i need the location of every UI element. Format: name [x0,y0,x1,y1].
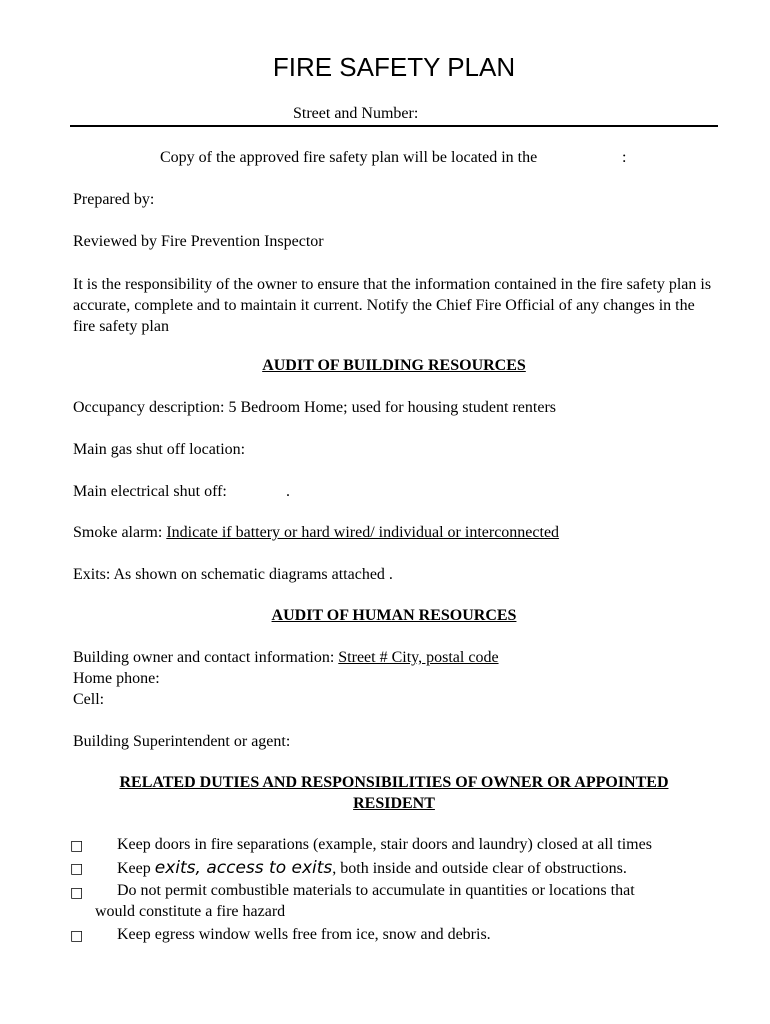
reviewed-by: Reviewed by Fire Prevention Inspector [73,233,324,250]
duty-item-2-emphasis: exits, access to exits [154,858,333,878]
prepared-by: Prepared by: [73,191,155,208]
home-phone: Home phone: [73,670,160,687]
human-resources-heading: AUDIT OF HUMAN RESOURCES [271,607,517,624]
duty-item-2 [117,858,627,878]
building-resources-heading: AUDIT OF BUILDING RESOURCES [262,357,526,374]
duties-heading-line2: RESIDENT [353,795,435,812]
electrical-shutoff-dot: . [286,483,290,500]
document-title: FIRE SAFETY PLAN [272,52,516,82]
owner-contact-label: Building owner and contact information: [73,649,339,666]
owner-contact [73,649,499,667]
duty-item-2-pre: Keep [117,860,155,877]
smoke-alarm-label: Smoke alarm: [73,524,167,541]
header-rule [70,125,718,127]
duty-item-2-post: , both inside and outside clear of obstructions. [332,860,627,877]
copy-location-text: Copy of the approved fire safety plan will be located in the [160,149,538,166]
duties-heading-line1: RELATED DUTIES AND RESPONSIBILITIES OF OWNER OR APPOINTED [119,774,669,791]
occupancy-description: Occupancy description: 5 Bedroom Home; used for housing student renters [73,399,556,416]
duty-item-1: Keep doors in fire separations (example, stair doors and laundry) closed at all times [117,836,652,853]
exits-text: Exits: As shown on schematic diagrams attached . [73,566,393,583]
responsibility-paragraph: It is the responsibility of the owner to ensure that the information contained in the fire safety plan is accurate, complete and to maintain it current. Notify the Chief Fire Official of any changes in the fire safety plan [73,276,712,335]
street-number-label: Street and Number: [293,105,419,122]
duty-item-4: Keep egress window wells free from ice, snow and debris. [117,926,491,943]
bullet-icon: □ [70,928,84,944]
copy-location-colon: : [622,149,627,166]
smoke-alarm-value: Indicate if battery or hard wired/ individual or interconnected [166,524,560,541]
smoke-alarm [73,524,559,542]
duty-item-3-line2: would constitute a fire hazard [95,903,286,920]
cell-phone: Cell: [73,691,105,708]
owner-contact-value: Street # City, postal code [338,649,499,666]
superintendent: Building Superintendent or agent: [73,733,291,750]
gas-shutoff: Main gas shut off location: [73,441,246,458]
bullet-icon: □ [70,885,84,901]
bullet-icon: □ [70,861,84,877]
electrical-shutoff: Main electrical shut off: [73,483,227,500]
duty-item-3-line1: Do not permit combustible materials to accumulate in quantities or locations that [117,882,635,899]
bullet-icon: □ [70,838,84,854]
